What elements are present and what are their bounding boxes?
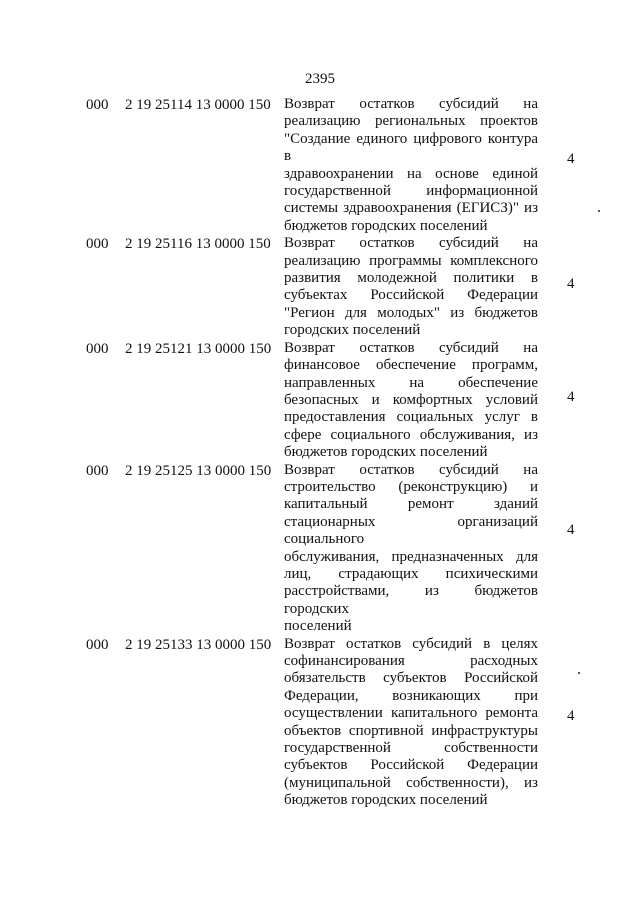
- row-amount: 4: [567, 388, 575, 405]
- admin-code: 000: [86, 97, 109, 113]
- description-line: осуществлении капитального ремонта: [284, 705, 538, 722]
- description-line: капитальный ремонт зданий: [284, 496, 538, 513]
- description-line: Возврат остатков субсидий на: [284, 96, 538, 112]
- description-line: Возврат остатков субсидий на: [284, 461, 538, 478]
- description-line: финансовое обеспечение программ,: [284, 357, 538, 374]
- description-line: реализацию программы комплексного: [284, 252, 538, 269]
- description-line: поселений: [284, 618, 352, 635]
- admin-code: 000: [86, 636, 109, 653]
- description-line: государственной информационной: [284, 183, 538, 200]
- budget-table: [0, 96, 640, 810]
- description-line: бюджетов городских поселений: [284, 792, 488, 809]
- description-line: Возврат остатков субсидий на: [284, 235, 538, 252]
- row-amount: 4: [567, 521, 575, 538]
- description-line: предоставления социальных услуг в: [284, 409, 538, 426]
- table-row: [0, 235, 640, 339]
- row-amount: 4: [567, 151, 575, 167]
- admin-code: 000: [86, 340, 109, 357]
- row-amount: 4: [567, 276, 575, 293]
- description-line: "Создание единого цифрового контура в: [284, 130, 538, 165]
- description-line: направленных на обеспечение: [284, 374, 538, 391]
- row-description: [284, 340, 538, 462]
- description-line: стационарных организаций социального: [284, 513, 538, 548]
- scan-speck: [598, 210, 600, 212]
- row-description: [284, 636, 538, 810]
- description-line: государственной собственности: [284, 740, 538, 757]
- description-line: городских поселений: [284, 322, 421, 339]
- description-line: (муниципальной собственности), из: [284, 774, 538, 791]
- description-line: сфере социального обслуживания, из: [284, 426, 538, 443]
- description-line: бюджетов городских поселений: [284, 444, 488, 461]
- scan-speck: [578, 672, 580, 674]
- table-row: [0, 636, 640, 810]
- description-line: софинансирования расходных: [284, 653, 538, 669]
- description-line: строительство (реконструкцию) и: [284, 478, 538, 495]
- description-line: "Регион для молодых" из бюджетов: [284, 304, 538, 321]
- row-description: [284, 96, 538, 235]
- table-row: [0, 340, 640, 462]
- budget-classification-code: 2 19 25133 13 0000 150: [125, 636, 272, 653]
- page-number: 2395: [305, 71, 335, 87]
- description-line: безопасных и комфортных условий: [284, 391, 538, 408]
- budget-classification-code: 2 19 25114 13 0000 150: [125, 97, 271, 113]
- description-line: Федерации, возникающих при: [284, 687, 538, 704]
- admin-code: 000: [86, 462, 109, 479]
- budget-classification-code: 2 19 25121 13 0000 150: [125, 340, 272, 357]
- table-row: [0, 462, 640, 636]
- description-line: субъектов Российской Федерации: [284, 757, 538, 774]
- description-line: реализацию региональных проектов: [284, 113, 538, 130]
- description-line: субъектах Российской Федерации: [284, 287, 538, 304]
- admin-code: 000: [86, 236, 109, 253]
- row-description: [284, 462, 538, 636]
- description-line: бюджетов городских поселений: [284, 217, 488, 234]
- budget-classification-code: 2 19 25116 13 0000 150: [125, 236, 271, 253]
- budget-classification-code: 2 19 25125 13 0000 150: [125, 462, 272, 479]
- row-description: [284, 235, 538, 339]
- description-line: Возврат остатков субсидий в целях: [284, 635, 538, 652]
- description-line: расстройствами, из бюджетов городских: [284, 583, 538, 617]
- description-line: Возврат остатков субсидий на: [284, 339, 538, 356]
- description-line: лиц, страдающих психическими: [284, 565, 538, 582]
- table-row: [0, 96, 640, 235]
- description-line: системы здравоохранения (ЕГИСЗ)" из: [284, 200, 538, 217]
- description-line: развития молодежной политики в: [284, 270, 538, 287]
- description-line: здравоохранении на основе единой: [284, 165, 538, 182]
- description-line: объектов спортивной инфраструктуры: [284, 722, 538, 739]
- description-line: обязательств субъектов Российской: [284, 670, 538, 687]
- row-amount: 4: [567, 707, 575, 724]
- description-line: обслуживания, предназначенных для: [284, 548, 538, 565]
